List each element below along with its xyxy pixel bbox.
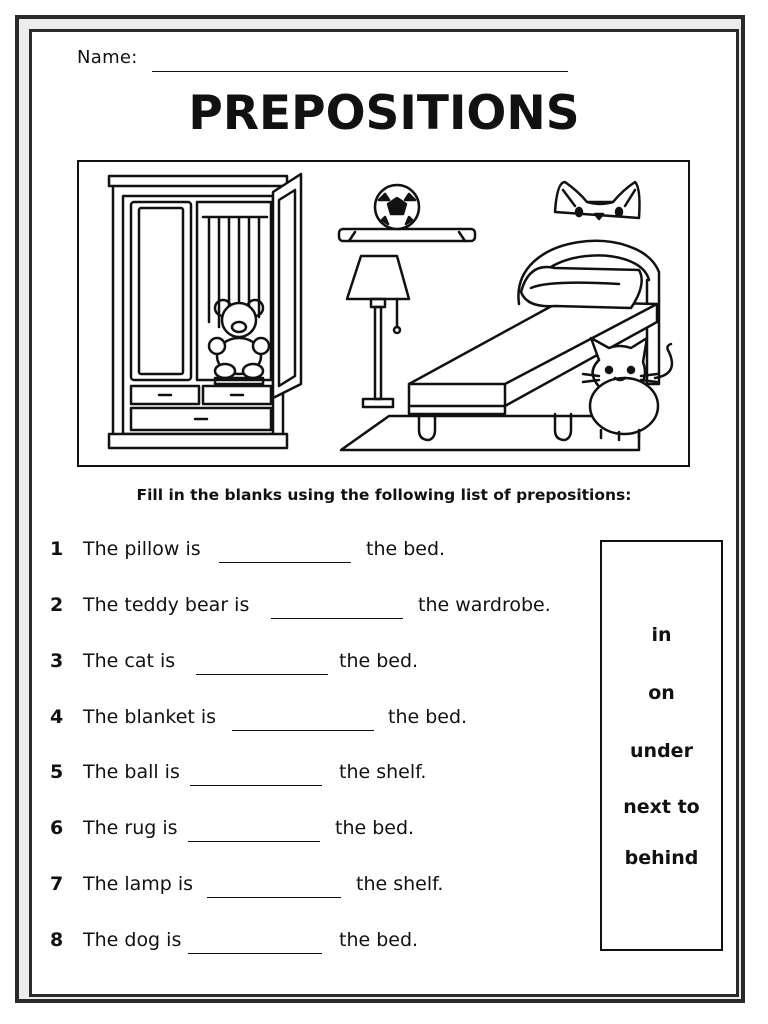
question-number: 8 xyxy=(50,929,64,951)
question-text: The teddy bear is xyxy=(83,594,250,616)
question-text-end: the bed. xyxy=(339,929,419,951)
question-number: 3 xyxy=(50,650,64,672)
word-bank-item: on xyxy=(648,682,675,704)
bedroom-illustration xyxy=(77,160,690,467)
answer-blank[interactable] xyxy=(271,618,403,619)
word-bank-item: under xyxy=(630,740,693,762)
question-text: The pillow is xyxy=(83,538,201,560)
dog-picture xyxy=(555,182,640,219)
answer-blank[interactable] xyxy=(188,953,322,954)
shelf-picture xyxy=(339,229,475,241)
wardrobe-picture xyxy=(109,174,301,448)
answer-blank[interactable] xyxy=(190,785,322,786)
question-text-end: the bed. xyxy=(366,538,446,560)
question-text: The cat is xyxy=(83,650,176,672)
pillow-picture xyxy=(521,267,642,308)
word-bank-item: behind xyxy=(624,847,699,869)
question-text-end: the wardrobe. xyxy=(418,594,551,616)
question-number: 5 xyxy=(50,761,64,783)
page-title: PREPOSITIONS xyxy=(188,86,580,141)
word-bank xyxy=(600,540,723,951)
question-number: 6 xyxy=(50,817,64,839)
question-number: 4 xyxy=(50,706,64,728)
question-text: The rug is xyxy=(83,817,178,839)
answer-blank[interactable] xyxy=(207,897,341,898)
question-text: The dog is xyxy=(83,929,182,951)
word-bank-item: in xyxy=(651,624,672,646)
question-text-end: the shelf. xyxy=(339,761,427,783)
question-text-end: the bed. xyxy=(339,650,419,672)
question-text: The ball is xyxy=(83,761,180,783)
name-label: Name: xyxy=(77,47,138,68)
question-number: 2 xyxy=(50,594,64,616)
answer-blank[interactable] xyxy=(232,730,374,731)
word-bank-item: next to xyxy=(623,796,700,818)
question-number: 1 xyxy=(50,538,64,560)
question-text-end: the shelf. xyxy=(356,873,444,895)
instruction-text: Fill in the blanks using the following list of prepositions: xyxy=(136,486,632,504)
question-text: The blanket is xyxy=(83,706,217,728)
question-text-end: the bed. xyxy=(335,817,415,839)
lamp-picture xyxy=(347,256,409,407)
question-number: 7 xyxy=(50,873,64,895)
answer-blank[interactable] xyxy=(196,674,328,675)
answer-blank[interactable] xyxy=(219,562,351,563)
question-text-end: the bed. xyxy=(388,706,468,728)
question-text: The lamp is xyxy=(83,873,194,895)
name-input-line[interactable] xyxy=(152,71,568,72)
answer-blank[interactable] xyxy=(188,841,320,842)
ball-picture xyxy=(375,185,419,229)
